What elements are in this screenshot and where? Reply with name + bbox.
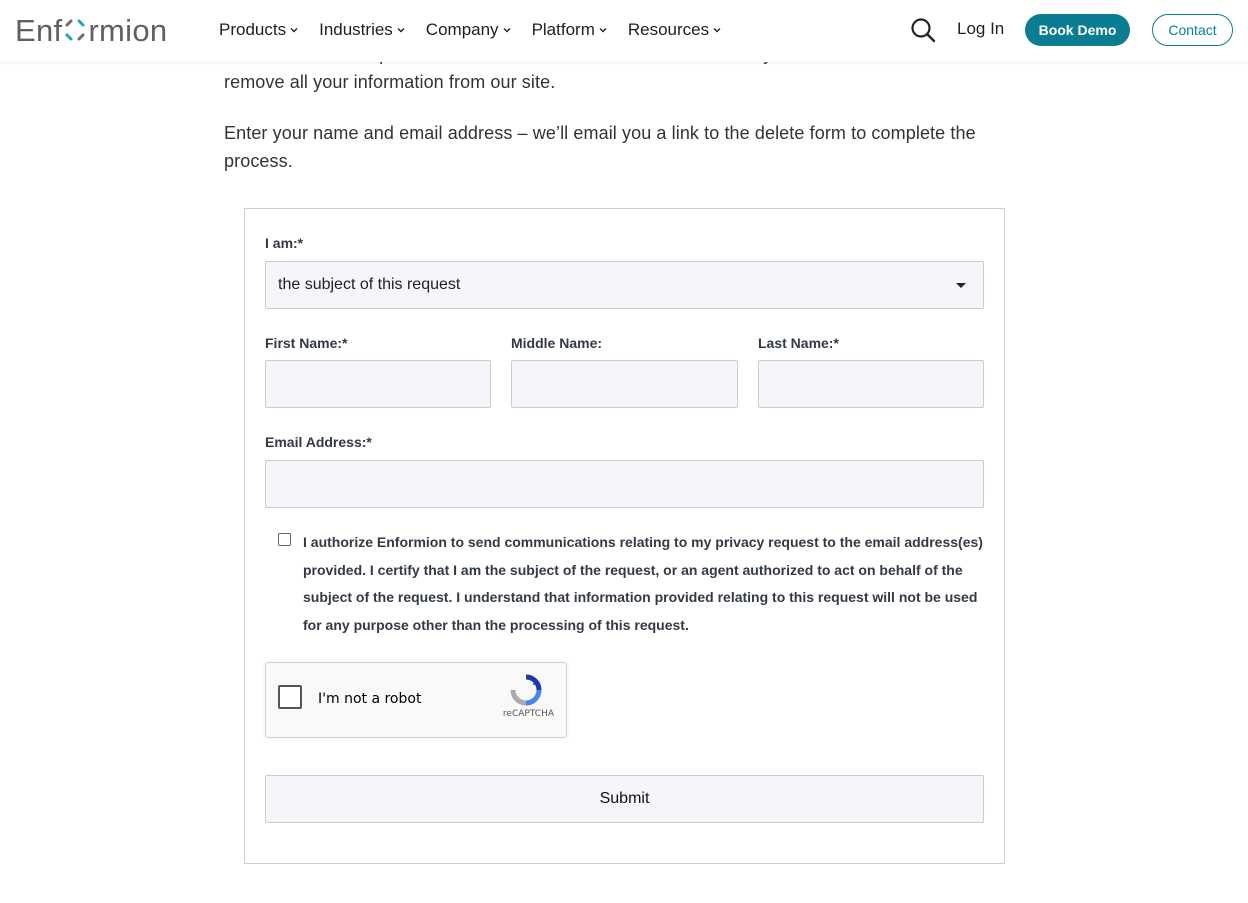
role-label: I am:*: [265, 235, 304, 251]
contact-button[interactable]: Contact: [1152, 14, 1233, 46]
role-select[interactable]: [265, 261, 984, 309]
caret-down-icon: [956, 283, 966, 288]
email-input[interactable]: [265, 460, 984, 508]
last-name-label: Last Name:*: [758, 335, 839, 351]
delete-request-form: [244, 208, 1005, 864]
last-name-input[interactable]: [758, 360, 984, 408]
nav-item-resources[interactable]: [628, 20, 722, 40]
recaptcha-brand: reCAPTCHA: [502, 709, 554, 719]
nav-item-label: Resources: [627, 20, 710, 39]
recaptcha-logo-icon: [509, 673, 543, 707]
nav-item-label: Platform: [531, 20, 595, 39]
nav-item-company[interactable]: [426, 20, 512, 40]
chevron-down-icon: [396, 25, 406, 35]
nav-item-products[interactable]: [219, 20, 299, 40]
submit-button[interactable]: Submit: [265, 775, 984, 823]
logo-o-icon: [63, 15, 87, 41]
recaptcha-checkbox[interactable]: [278, 685, 302, 709]
middle-name-input[interactable]: [511, 360, 738, 408]
nav-item-industries[interactable]: [319, 20, 406, 40]
login-link[interactable]: Log In: [957, 19, 1005, 38]
intro-paragraph-2: Enter your name and email address – we’ll email you a link to the delete form to complete the process.: [224, 123, 976, 171]
chevron-down-icon: [712, 25, 722, 35]
site-header: [0, 0, 1248, 62]
consent-text: I authorize Enformion to send communications relating to my privacy request to the email address(es) provided. I certify that I am the subject of the request, or an agent authorized to act on behalf of the subject of the request. I understand that information provided relating to this request will not be used for any purpose other than the processing of this request.: [303, 534, 983, 633]
nav-item-label: Company: [425, 20, 499, 39]
chevron-down-icon: [502, 25, 512, 35]
chevron-down-icon: [598, 25, 608, 35]
first-name-label: First Name:*: [265, 335, 348, 351]
intro-paragraph-1: remove all your information from our site.: [224, 72, 556, 92]
nav-item-platform[interactable]: [532, 20, 608, 40]
role-select-value: the subject of this request: [278, 276, 461, 293]
middle-name-label: Middle Name:: [511, 335, 603, 351]
nav-item-label: Industries: [319, 20, 393, 39]
email-label: Email Address:*: [265, 434, 372, 450]
chevron-down-icon: [289, 25, 299, 35]
logo-wordmark: Enf rmion: [15, 13, 168, 48]
logo[interactable]: [15, 11, 167, 51]
search-icon[interactable]: [910, 17, 936, 43]
consent-checkbox[interactable]: [278, 533, 291, 546]
book-demo-button[interactable]: Book Demo: [1025, 14, 1130, 46]
main-nav: [219, 0, 742, 60]
first-name-input[interactable]: [265, 360, 491, 408]
recaptcha-widget: [265, 662, 567, 738]
nav-item-label: Products: [219, 20, 287, 39]
recaptcha-label: I'm not a robot: [318, 691, 422, 707]
